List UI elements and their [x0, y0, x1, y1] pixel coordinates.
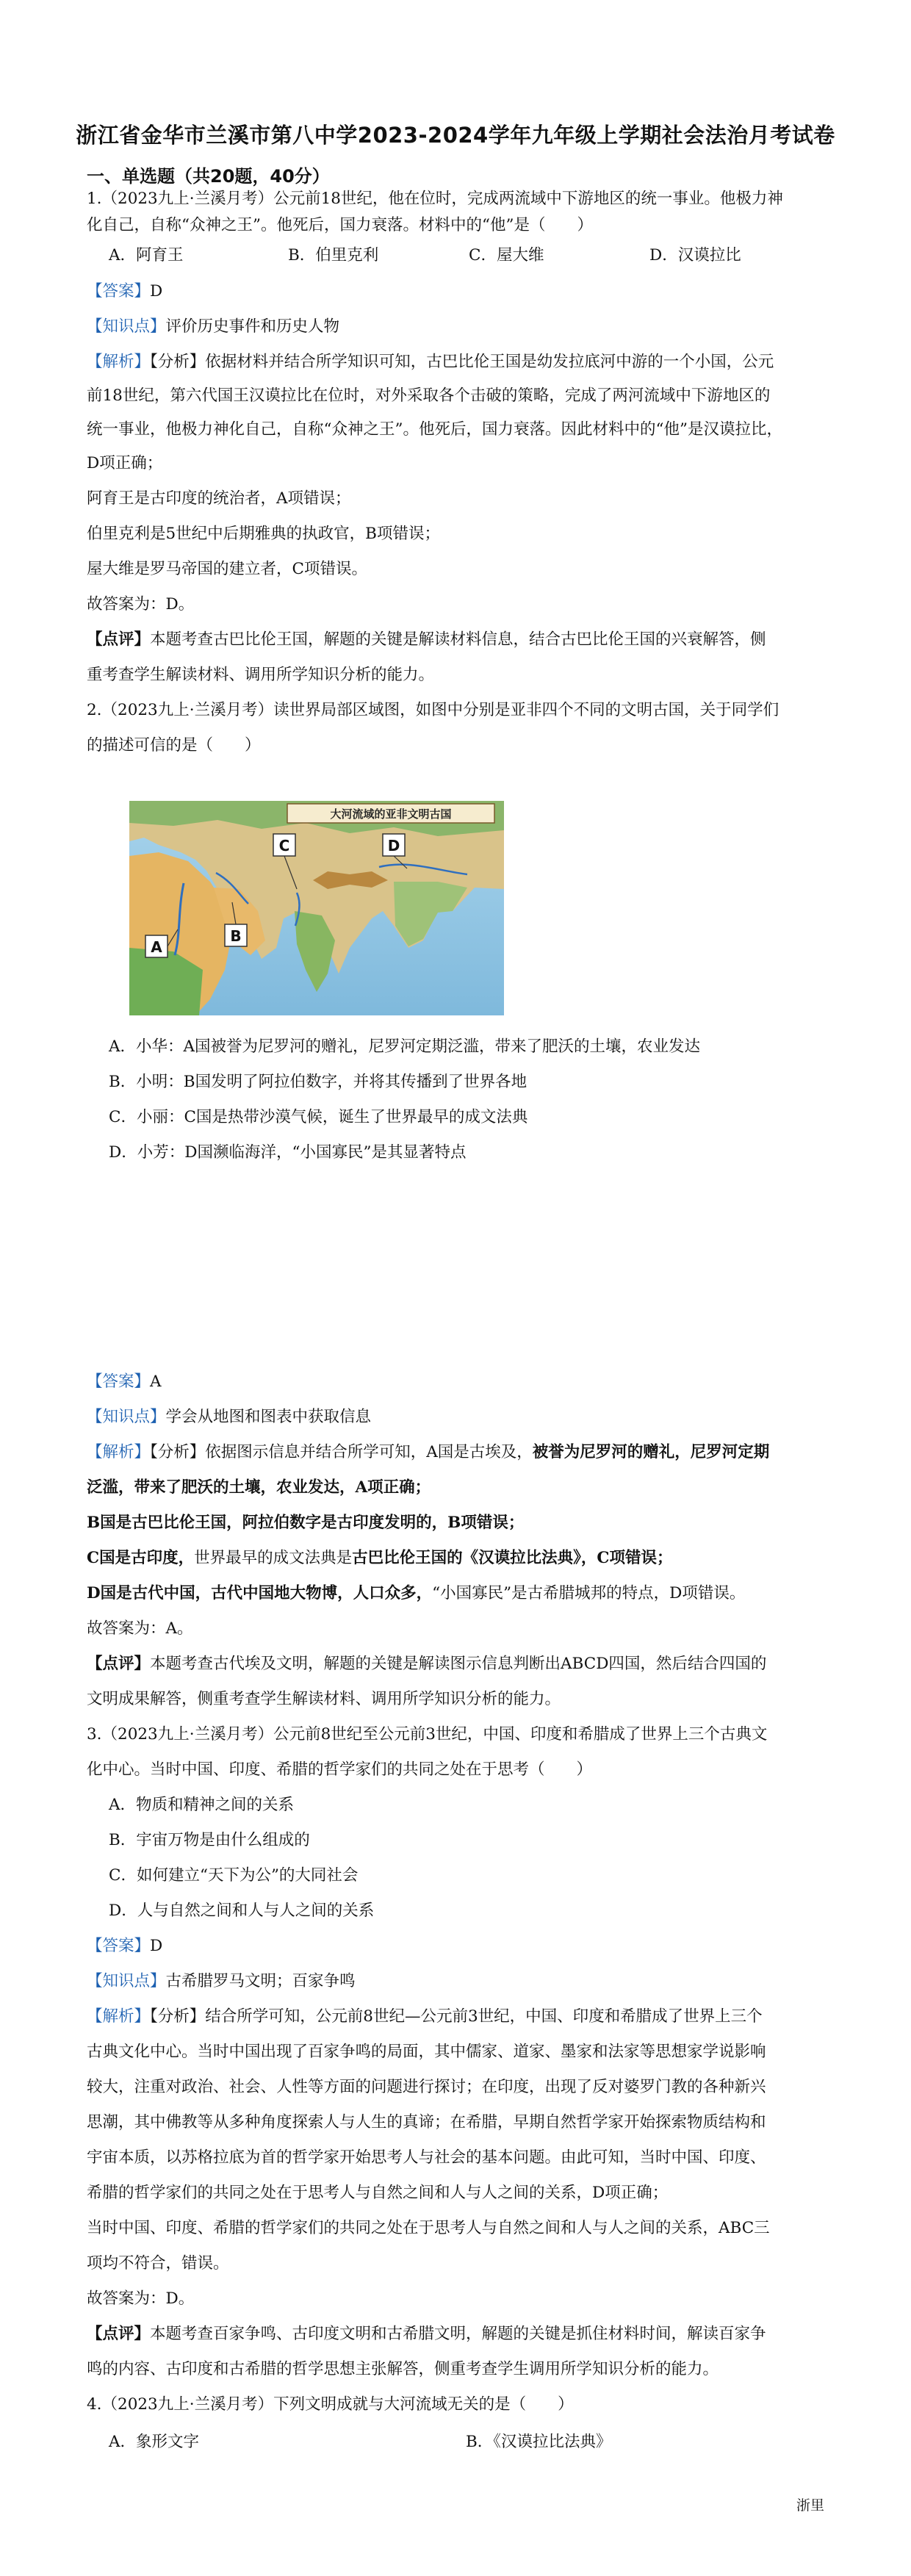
analysis-text: 【分析】依据图示信息并结合所学可知，A国是古埃及，	[150, 1443, 533, 1461]
q3-analysis-line: 古典文化中心。当时中国出现了百家争鸣的局面，其中儒家、道家、墨家和法家等思想家学说影响	[87, 2043, 766, 2061]
analysis-text: “小国寡民”是古希腊城邦的特点，D项错误。	[432, 1584, 746, 1602]
q2-analysis-line: 故答案为：A。	[87, 1619, 193, 1638]
answer-tag: 【答案】	[87, 1372, 151, 1391]
q3-comment-line	[87, 2323, 766, 2345]
analysis-text: 【分析】结合所学可知，公元前8世纪—公元前3世纪，中国、印度和希腊成了世界上三个	[150, 2007, 763, 2026]
analysis-text-bold: D国是古代中国，古代中国地大物博，人口众多，	[87, 1584, 433, 1602]
q1-option-a: A．阿育王	[109, 246, 184, 265]
q4-stem-line: 4.（2023九上·兰溪月考）下列文明成就与大河流域无关的是（ ）	[87, 2395, 574, 2414]
q3-analysis-line: 项均不符合，错误。	[87, 2254, 229, 2273]
q3-stem-line: 化中心。当时中国、印度、希腊的哲学家们的共同之处在于思考（ ）	[87, 1760, 593, 1779]
section-heading: 一、单选题（共20题，40分）	[87, 166, 330, 187]
q1-analysis-line: 统一事业，他极力神化自己，自称“众神之王”。他死后，国力衰落。因此材料中的“他”是汉谟拉比，	[87, 420, 782, 439]
q2-comment-line: 文明成果解答，侧重考查学生解读材料、调用所学知识分析的能力。	[87, 1690, 561, 1708]
q2-option-c: C．小丽：C国是热带沙漠气候，诞生了世界最早的成文法典	[109, 1108, 528, 1126]
q2-analysis-line: 泛滥，带来了肥沃的土壤，农业发达，A项正确；	[87, 1478, 431, 1497]
answer-tag: 【答案】	[87, 282, 151, 301]
q3-analysis-line: 较大，注重对政治、社会、人性等方面的问题进行探讨；在印度，出现了反对婆罗门教的各种新兴	[87, 2078, 766, 2096]
q1-comment-line	[87, 629, 766, 651]
answer-value: A	[150, 1372, 162, 1391]
map-label-b: B	[230, 927, 242, 945]
q3-stem-line: 3.（2023九上·兰溪月考）公元前8世纪至公元前3世纪，中国、印度和希腊成了世界上三个古典文	[87, 1725, 768, 1744]
map-label-c: C	[278, 837, 290, 855]
q3-analysis-line: 思潮，其中佛教等从多种角度探索人与人生的真谛；在希腊，早期自然哲学家开始探索物质结构和	[87, 2113, 766, 2131]
comment-tag: 【点评】	[87, 2325, 151, 2343]
comment-text: 本题考查古巴比伦王国，解题的关键是解读材料信息，结合古巴比伦王国的兴衰解答，侧	[150, 630, 766, 649]
q3-analysis-line: 希腊的哲学家们的共同之处在于思考人与自然之间和人与人之间的关系，D项正确；	[87, 2184, 669, 2202]
q1-analysis-line: 伯里克利是5世纪中后期雅典的执政官，B项错误；	[87, 525, 440, 543]
answer-value: D	[150, 282, 163, 301]
q3-option-c: C．如何建立“天下为公”的大同社会	[109, 1866, 359, 1885]
knowledge-value: 古希腊罗马文明；百家争鸣	[165, 1972, 356, 1990]
knowledge-tag: 【知识点】	[87, 1408, 166, 1426]
q1-analysis-line: D项正确；	[87, 454, 163, 472]
q1-answer	[87, 281, 162, 303]
q2-comment-line	[87, 1653, 766, 1675]
q4-option-a: A．象形文字	[109, 2433, 200, 2451]
q1-analysis-line: 阿育王是古印度的统治者，A项错误；	[87, 489, 351, 508]
q1-stem-line: 化自己，自称“众神之王”。他死后，国力衰落。材料中的“他”是（ ）	[87, 216, 593, 234]
q2-analysis-line: B国是古巴比伦王国，阿拉伯数字是古印度发明的，B项错误；	[87, 1514, 525, 1532]
q1-comment-line: 重考查学生解读材料、调用所学知识分析的能力。	[87, 666, 435, 684]
q1-analysis-line: 屋大维是罗马帝国的建立者，C项错误。	[87, 560, 367, 578]
q2-option-a: A．小华：A国被誉为尼罗河的赠礼，尼罗河定期泛滥，带来了肥沃的土壤，农业发达	[109, 1037, 701, 1056]
map-label-a: A	[151, 938, 162, 956]
q2-stem-line: 的描述可信的是（ ）	[87, 736, 261, 755]
page-footer: 浙里	[796, 2497, 824, 2514]
q3-comment-line: 鸣的内容、古印度和古希腊的哲学思想主张解答，侧重考查学生调用所学知识分析的能力。	[87, 2360, 719, 2378]
analysis-text-bold: 古巴比伦王国的《汉谟拉比法典》，C项错误；	[352, 1549, 673, 1567]
comment-tag: 【点评】	[87, 630, 151, 649]
q2-stem-line: 2.（2023九上·兰溪月考）读世界局部区域图，如图中分别是亚非四个不同的文明古国，关于同学们	[87, 701, 779, 719]
answer-tag: 【答案】	[87, 1937, 151, 1955]
q3-knowledge-point	[87, 1971, 356, 1993]
q1-option-c: C．屋大维	[469, 246, 544, 265]
world-region-map	[129, 801, 504, 1015]
knowledge-value: 学会从地图和图表中获取信息	[165, 1408, 372, 1426]
q3-option-b: B．宇宙万物是由什么组成的	[109, 1831, 310, 1849]
q2-analysis-line	[87, 1442, 769, 1464]
q2-analysis-line	[87, 1547, 673, 1569]
q1-analysis-line: 故答案为：D。	[87, 595, 195, 614]
q3-analysis-line: 宇宙本质，以苏格拉底为首的哲学家开始思考人与社会的基本问题。由此可知，当时中国、印度、	[87, 2148, 766, 2167]
q3-option-a: A．物质和精神之间的关系	[109, 1796, 295, 1814]
q1-analysis-line	[87, 351, 774, 373]
q4-option-b: B．《汉谟拉比法典》	[466, 2433, 612, 2451]
q2-option-b: B．小明：B国发明了阿拉伯数字，并将其传播到了世界各地	[109, 1073, 527, 1091]
map-label-d: D	[387, 837, 400, 855]
q2-answer	[87, 1371, 162, 1393]
q1-stem-line: 1.（2023九上·兰溪月考）公元前18世纪，他在位时，完成两流域中下游地区的统一事业。他极力神	[87, 190, 783, 208]
comment-text: 本题考查百家争鸣、古印度文明和古希腊文明，解题的关键是抓住材料时间，解读百家争	[150, 2325, 766, 2343]
analysis-text: 世界最早的成文法典是	[194, 1549, 353, 1567]
comment-tag: 【点评】	[87, 1655, 151, 1673]
q3-answer	[87, 1935, 162, 1957]
q3-analysis-line: 当时中国、印度、希腊的哲学家们的共同之处在于思考人与自然之间和人与人之间的关系，ABC三	[87, 2219, 770, 2237]
analysis-text-bold: 被誉为尼罗河的赠礼，尼罗河定期	[532, 1443, 770, 1461]
q2-analysis-line	[87, 1583, 745, 1605]
analysis-tag: 【解析】	[87, 1443, 151, 1461]
q3-analysis-line	[87, 2006, 763, 2028]
q1-option-d: D．汉谟拉比	[649, 246, 741, 265]
q1-analysis-line: 前18世纪，第六代国王汉谟拉比在位时，对外采取各个击破的策略，完成了两河流域中下游地区的	[87, 386, 771, 405]
exam-title: 浙江省金华市兰溪市第八中学2023-2024学年九年级上学期社会法治月考试卷	[76, 123, 835, 148]
q2-option-d: D．小芳：D国濒临海洋，“小国寡民”是其显著特点	[109, 1143, 467, 1162]
analysis-tag: 【解析】	[87, 353, 151, 371]
q1-knowledge-point	[87, 316, 339, 338]
knowledge-tag: 【知识点】	[87, 317, 166, 336]
analysis-text: 【分析】依据材料并结合所学知识可知，古巴比伦王国是幼发拉底河中游的一个小国，公元	[150, 353, 774, 371]
q2-knowledge-point	[87, 1406, 371, 1428]
comment-text: 本题考查古代埃及文明，解题的关键是解读图示信息判断出ABCD四国，然后结合四国的	[150, 1655, 767, 1673]
answer-value: D	[150, 1937, 163, 1955]
q3-option-d: D．人与自然之间和人与人之间的关系	[109, 1902, 375, 1920]
analysis-text-bold: C国是古印度，	[87, 1549, 195, 1567]
q1-option-b: B．伯里克利	[288, 246, 379, 265]
map-title: 大河流域的亚非文明古国	[330, 807, 452, 821]
q3-analysis-line: 故答案为：D。	[87, 2289, 195, 2308]
knowledge-tag: 【知识点】	[87, 1972, 166, 1990]
analysis-tag: 【解析】	[87, 2007, 151, 2026]
knowledge-value: 评价历史事件和历史人物	[165, 317, 340, 336]
